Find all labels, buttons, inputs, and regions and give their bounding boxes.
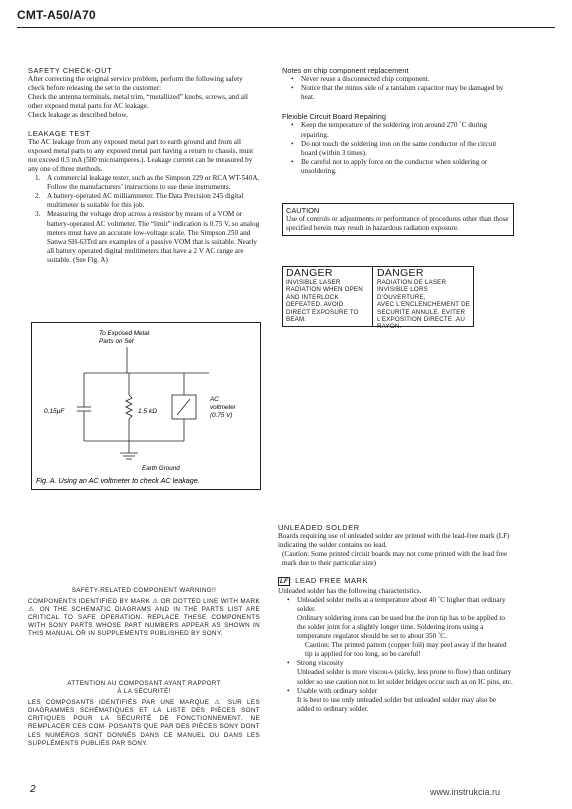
chip-notes-list [282, 75, 514, 102]
list-text: A battery-operated AC milliammeter. The Data Precision 245 digital multimeter is suitable for this job. [47, 192, 244, 210]
list-item [278, 687, 514, 714]
list-number: 1. [35, 174, 41, 183]
unleaded-text: Boards requiring use of unleaded solder are printed with the lead-free mark (LF) indicating the solder contains no lead. [278, 532, 510, 550]
warning-fr-title-1: ATTENTION AU COMPOSANT AYANT RAPPORT [67, 680, 221, 687]
fig-top-label-1: To Exposed Metal [99, 330, 150, 337]
danger-fr-line: AVEC L’ENCLENCHEMENT DE [377, 301, 471, 309]
bullet: • [291, 139, 294, 148]
page-number: 2 [30, 784, 36, 795]
lead-free-intro: Unleaded solder has the following characteristics. [278, 586, 422, 595]
list-head: Strong viscosity [297, 659, 344, 668]
list-text: A commercial leakage tester, such as the Simpson 229 or RCA WT-540A. Follow the manufacturers’ instructions to use these instruments. [47, 174, 260, 192]
unleaded-solder-section [278, 523, 514, 714]
list-caution: Caution: The printed pattern (copper foil) may peel away if the heated tip is applied for too long, so be careful! [305, 641, 507, 659]
caution-box [282, 203, 514, 236]
list-item [28, 192, 260, 210]
bullet: • [291, 75, 294, 84]
earth-ground-label: Earth Ground [142, 465, 180, 472]
watermark: www.instrukcia.ru [430, 787, 501, 797]
safety-warning-fr [28, 680, 260, 748]
fig-top-label-2: Parts on Set [99, 338, 134, 345]
danger-en-line: RADIATION WHEN OPEN [286, 286, 363, 294]
chip-notes-title: Notes on chip component replacement [282, 66, 409, 75]
bullet: • [287, 595, 290, 604]
danger-en-line: BEAM. [286, 316, 307, 324]
leakage-circuit-diagram [32, 323, 260, 489]
warning-en-text: COMPONENTS IDENTIFIED BY MARK ⚠ OR DOTTED LINE WITH MARK ⚠ ON THE SCHEMATIC DIAGRAMS AND IN THE PARTS LIST ARE CRITICAL TO SAFE OPERATION. REPLACE THESE COMPONENTS WITH SONY PARTS WHOSE PART NUMBERS APPEAR AS SHOWN IN THIS MANUAL OR IN SUPPLEMENTS PUBLISHED BY SONY. [28, 598, 260, 638]
safety-checkout-para-2: Check the antenna terminals, metal trim, “metallized” knobs, screws, and all other exposed metal parts for AC leakage. [28, 93, 248, 111]
list-body: Unleaded solder is more viscou-s (sticky, less prone to flow) than ordinary solder so use caution not to let solder bridges occur such as on IC pins, etc. [297, 668, 513, 686]
voltmeter-label-1: AC [210, 396, 219, 403]
unleaded-caution: (Caution: Some printed circuit boards may not come printed with the lead free mark due to their particular size) [282, 550, 508, 568]
warning-en-title: SAFETY-RELATED COMPONENT WARNING!! [71, 587, 217, 594]
list-item [282, 75, 514, 84]
danger-en [283, 267, 373, 326]
resistor-label: 1.5 kΩ [138, 408, 158, 415]
leakage-test-intro: The AC leakage from any exposed metal part to earth ground and from all exposed metal parts to any exposed metal part having a return to chassis, must not exceed 0.5 mA (500 microamperes.). Leakage current can be measured by any one of three methods. [28, 137, 254, 173]
danger-fr-title: DANGER [377, 267, 424, 279]
bullet: • [291, 121, 294, 130]
bullet: • [287, 659, 290, 668]
danger-fr-line: SECURITE ANNULE. EVITER [377, 308, 466, 316]
lead-free-title: : LEAD FREE MARK [289, 576, 368, 586]
list-text: Do not touch the soldering iron on the same conductor of the circuit board (within 3 times). [301, 139, 497, 157]
list-item [282, 84, 514, 102]
list-head: Unleaded solder melts at a temperature about 40 ˚C higher than ordinary solder. [297, 595, 506, 613]
warning-fr-text: LES COMPOSANTS IDENTIFIÉS PAR UNE MARQUE ⚠ SUR LES DIAGRAMMES SCHÉMATIQUES ET LA LISTE DES PIÈCES SONT CRITIQUES POUR LA SÉCURITÉ DE FONCTIONNEMENT. NE REMPLACER CES COM- POSANTS QUE PAR DES PIÈCES SONY DONT LES NUMÉROS SONT DONNÉS DANS CE MANUEL OU DANS LES SUPPLÉMENTS PUBLIÉS PAR SONY. [28, 699, 260, 747]
safety-warning-en [28, 587, 260, 639]
capacitor-label: 0.15µF [44, 408, 65, 415]
warning-fr-title-2: À LA SÉCURITÉ! [117, 688, 171, 696]
lf-mark-icon: LF [280, 578, 288, 586]
list-item [28, 174, 260, 192]
list-text: Measuring the voltage drop across a resistor by means of a VOM or battery-operated AC voltmeter. The “limit” indication is 0.75 V, so analog meters must have an accurate low-voltage scale. The Simpson 250 and Sanwa SH-63Trd are examples of a passive VOM that is suitable. Nearly all battery operated digital multimeters that have a 2 V AC range are suitable. (See Fig. A) [47, 210, 260, 264]
bullet: • [287, 686, 290, 695]
list-text: Keep the temperature of the soldering iron around 270 ˚C during repairing. [301, 121, 488, 139]
list-text: Be careful not to apply force on the conductor when soldering or unsoldering. [301, 157, 488, 175]
list-item [282, 140, 514, 158]
danger-fr-line: L’EXPOSITION DIRECTE .AU [377, 316, 466, 324]
danger-en-line: DIRECT EXPOSURE TO [286, 308, 359, 316]
danger-fr-line: RADIATION DE LASER [377, 279, 447, 286]
safety-checkout-para-1: After correcting the original service problem, perform the following safety check before releasing the set to the customer: [28, 75, 243, 93]
danger-fr-line: INVISIBLE LORS D’OUVERTURE, [377, 286, 428, 301]
list-body: Ordinary soldering irons can be used but the iron tip has to be applied to the solder joint for a slightly longer time. Soldering irons using a temperature regulator should be set to about 350 ˚C. [297, 613, 505, 641]
list-text: Never reuse a disconnected chip component. [301, 75, 430, 84]
danger-label [282, 266, 474, 331]
list-item [282, 121, 514, 139]
chip-notes-section [282, 66, 514, 176]
caution-text: Use of controls or adjustments or performance of procedures other than those specified herein may result in hazardous radiation exposure. [286, 215, 509, 233]
figure-caption: Fig. A. Using an AC voltmeter to check AC leakage. [36, 476, 200, 485]
danger-fr [375, 267, 473, 331]
leakage-test-title: LEAKAGE TEST [28, 128, 91, 138]
voltmeter-label-3: (0.75 V) [210, 412, 233, 419]
danger-en-line: AND INTERLOCK [286, 293, 339, 301]
danger-en-line: INVISIBLE LASER [286, 279, 341, 286]
voltmeter-label-2: voltmeter [210, 404, 236, 411]
model-header: CMT-A50/A70 [17, 8, 96, 22]
list-head: Usable with ordinary solder [297, 686, 378, 695]
list-item [278, 596, 514, 660]
figure-a-frame [31, 322, 261, 490]
list-item [28, 210, 260, 265]
danger-fr-line: RAYON. [377, 323, 402, 331]
caution-title: CAUTION [286, 206, 320, 215]
lead-free-heading [278, 576, 514, 586]
unleaded-title: UNLEADED SOLDER [278, 523, 360, 532]
list-item [278, 659, 514, 686]
safety-checkout-section [28, 66, 260, 265]
danger-en-title: DANGER [286, 267, 333, 279]
list-body: It is best to use only unleaded solder but unleaded solder may also be added to ordinary solder. [297, 695, 497, 713]
list-text: Notice that the minus side of a tantalum capacitor may be damaged by heat. [301, 84, 504, 102]
list-item [282, 158, 514, 176]
header-rule [17, 27, 555, 28]
lead-free-list [278, 596, 514, 714]
danger-en-line: DEFEATED. AVOID [286, 301, 344, 309]
leakage-methods-list [28, 174, 260, 265]
flex-board-title: Flexible Circuit Board Repairing [282, 112, 386, 122]
safety-checkout-title: SAFETY CHECK-OUT [28, 66, 113, 75]
list-number: 3. [35, 210, 41, 219]
list-number: 2. [35, 192, 41, 201]
bullet: • [291, 157, 294, 166]
safety-checkout-para-3: Check leakage as described below. [28, 111, 128, 120]
bullet: • [291, 84, 294, 93]
flex-board-list [282, 121, 514, 176]
